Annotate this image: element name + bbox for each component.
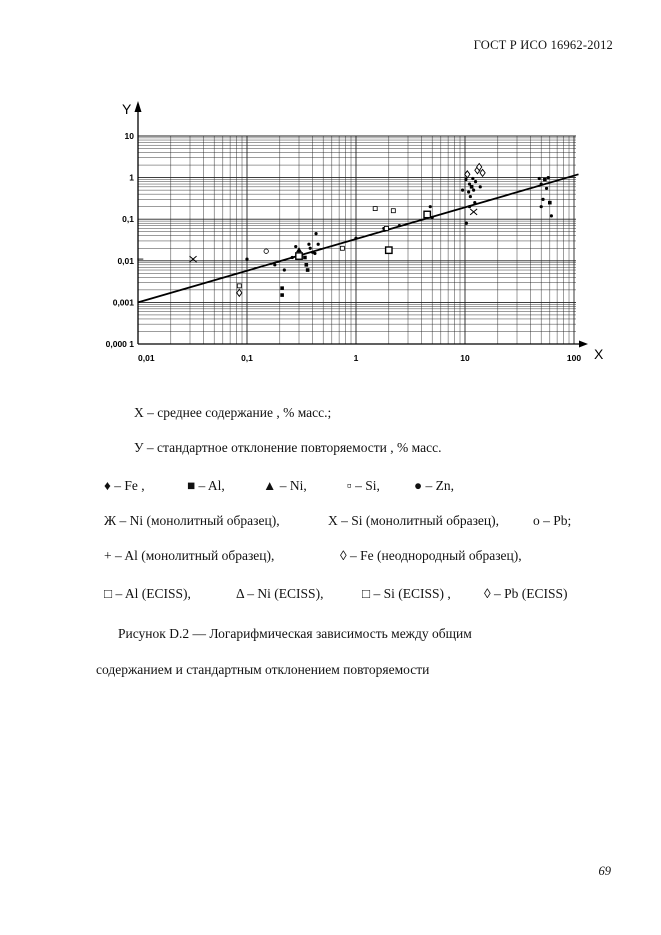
x-axis-arrow	[579, 341, 588, 348]
legend-entry: ▫ – Si,	[347, 478, 380, 493]
page-number: 69	[598, 864, 611, 878]
data-point-zn	[473, 201, 476, 204]
data-point-zn	[540, 205, 543, 208]
data-point-ecis	[296, 253, 302, 259]
legend-entry: o – Pb;	[533, 513, 572, 528]
data-point-zn	[313, 252, 316, 255]
data-point-ecis	[386, 247, 392, 253]
data-point-al	[280, 286, 284, 290]
legend-entry: ◊ – Pb (ECISS)	[484, 586, 568, 601]
data-point-zn	[464, 178, 467, 181]
data-point-si	[340, 246, 344, 250]
legend-entry: □ – Si (ECISS) ,	[362, 586, 451, 601]
y-tick-label: 0,1	[122, 214, 134, 225]
data-point-zn	[273, 263, 276, 266]
data-point-al	[305, 263, 309, 267]
legend-entry: ■ – Al,	[187, 478, 225, 493]
y-tick-label: 1	[129, 172, 134, 183]
legend-entry: □ – Al (ECISS),	[104, 586, 191, 601]
data-point-zn	[307, 243, 310, 246]
data-points	[137, 163, 553, 296]
document-header: ГОСТ Р ИСО 16962-2012	[473, 38, 613, 52]
x-tick-label: 1	[353, 353, 359, 363]
data-point-zn	[317, 243, 320, 246]
data-point-al	[303, 256, 307, 260]
legend-entry: Δ – Ni (ECISS),	[236, 586, 324, 601]
data-point-zn	[471, 177, 474, 180]
data-point-zn	[479, 185, 482, 188]
data-point-al	[306, 268, 310, 272]
y-tick-label: 0,000 1	[105, 339, 134, 349]
data-point-zn	[547, 176, 550, 179]
data-point-al	[548, 201, 552, 205]
data-point-pb	[264, 249, 268, 253]
y-axis-label: Y	[122, 101, 132, 117]
chart-tick-labels	[106, 101, 604, 363]
data-point-zn	[467, 190, 470, 193]
legend-entry: Ж – Ni (монолитный образец),	[104, 513, 280, 528]
legend-entry: ♦ – Fe ,	[104, 478, 145, 493]
legend-entry: ▲ – Ni,	[263, 478, 307, 493]
data-point-zn	[541, 198, 544, 201]
data-point-fe-inhomog	[480, 169, 485, 176]
data-point-ecis	[424, 211, 430, 217]
legend-entry: X – среднее содержание , % масс.;	[134, 405, 332, 420]
regression-line-path	[138, 174, 579, 302]
y-tick-label: 0,001	[112, 297, 134, 308]
data-point-zn	[245, 257, 248, 260]
data-point-zn	[429, 205, 432, 208]
legend-entry: ● – Zn,	[414, 478, 455, 493]
chart-grid	[138, 136, 576, 344]
data-point-zn	[545, 187, 548, 190]
data-point-zn	[468, 205, 471, 208]
data-point-zn	[469, 195, 472, 198]
data-point-ni	[296, 247, 302, 252]
data-point-zn	[465, 222, 468, 225]
legend-entry: ◊ – Fe (неоднородный образец),	[340, 548, 522, 563]
data-point-zn	[354, 237, 357, 240]
data-point-zn	[474, 180, 477, 183]
data-point-si	[373, 207, 377, 211]
data-point-zn	[461, 189, 464, 192]
data-point-fe-inhomog	[465, 171, 470, 178]
data-point-zn	[291, 256, 294, 259]
legend-entry: + – Al (монолитный образец),	[104, 548, 275, 563]
data-point-zn	[398, 224, 401, 227]
caption-text-1: Рисунок D.2 — Логарифмическая зависимость между общим	[118, 626, 472, 641]
legend-entry: X – Si (монолитный образец),	[328, 513, 500, 528]
x-tick-label: 0,01	[138, 353, 155, 363]
data-point-zn	[283, 268, 286, 271]
data-point-si	[237, 284, 241, 288]
data-point-al	[470, 185, 474, 189]
data-point-zn	[538, 177, 541, 180]
data-point-al	[280, 293, 284, 297]
x-axis-label: X	[594, 346, 604, 362]
y-axis-arrow	[135, 101, 142, 112]
data-point-zn	[472, 189, 475, 192]
x-tick-label: 100	[566, 353, 582, 363]
y-tick-label: 0,01	[117, 255, 134, 266]
caption-text-2: содержанием и стандартным отклонением повторяемости	[96, 662, 430, 677]
regression-line	[138, 174, 579, 302]
data-point-al	[543, 178, 547, 182]
data-point-si	[384, 226, 388, 230]
data-point-zn	[294, 245, 297, 248]
data-point-zn	[314, 232, 317, 235]
y-tick-label: 10	[124, 131, 134, 141]
x-tick-label: 10	[460, 353, 470, 363]
data-point-si	[391, 209, 395, 213]
legend-entry: У – стандартное отклонение повторяемости , % масс.	[134, 440, 442, 455]
data-point-zn	[550, 214, 553, 217]
log-log-chart	[96, 92, 616, 367]
x-tick-label: 0,1	[241, 353, 253, 363]
data-point-zn	[309, 247, 312, 250]
data-point-zn	[431, 216, 434, 219]
data-point-zn	[540, 182, 543, 185]
data-point-fe-inhomog	[237, 289, 242, 296]
